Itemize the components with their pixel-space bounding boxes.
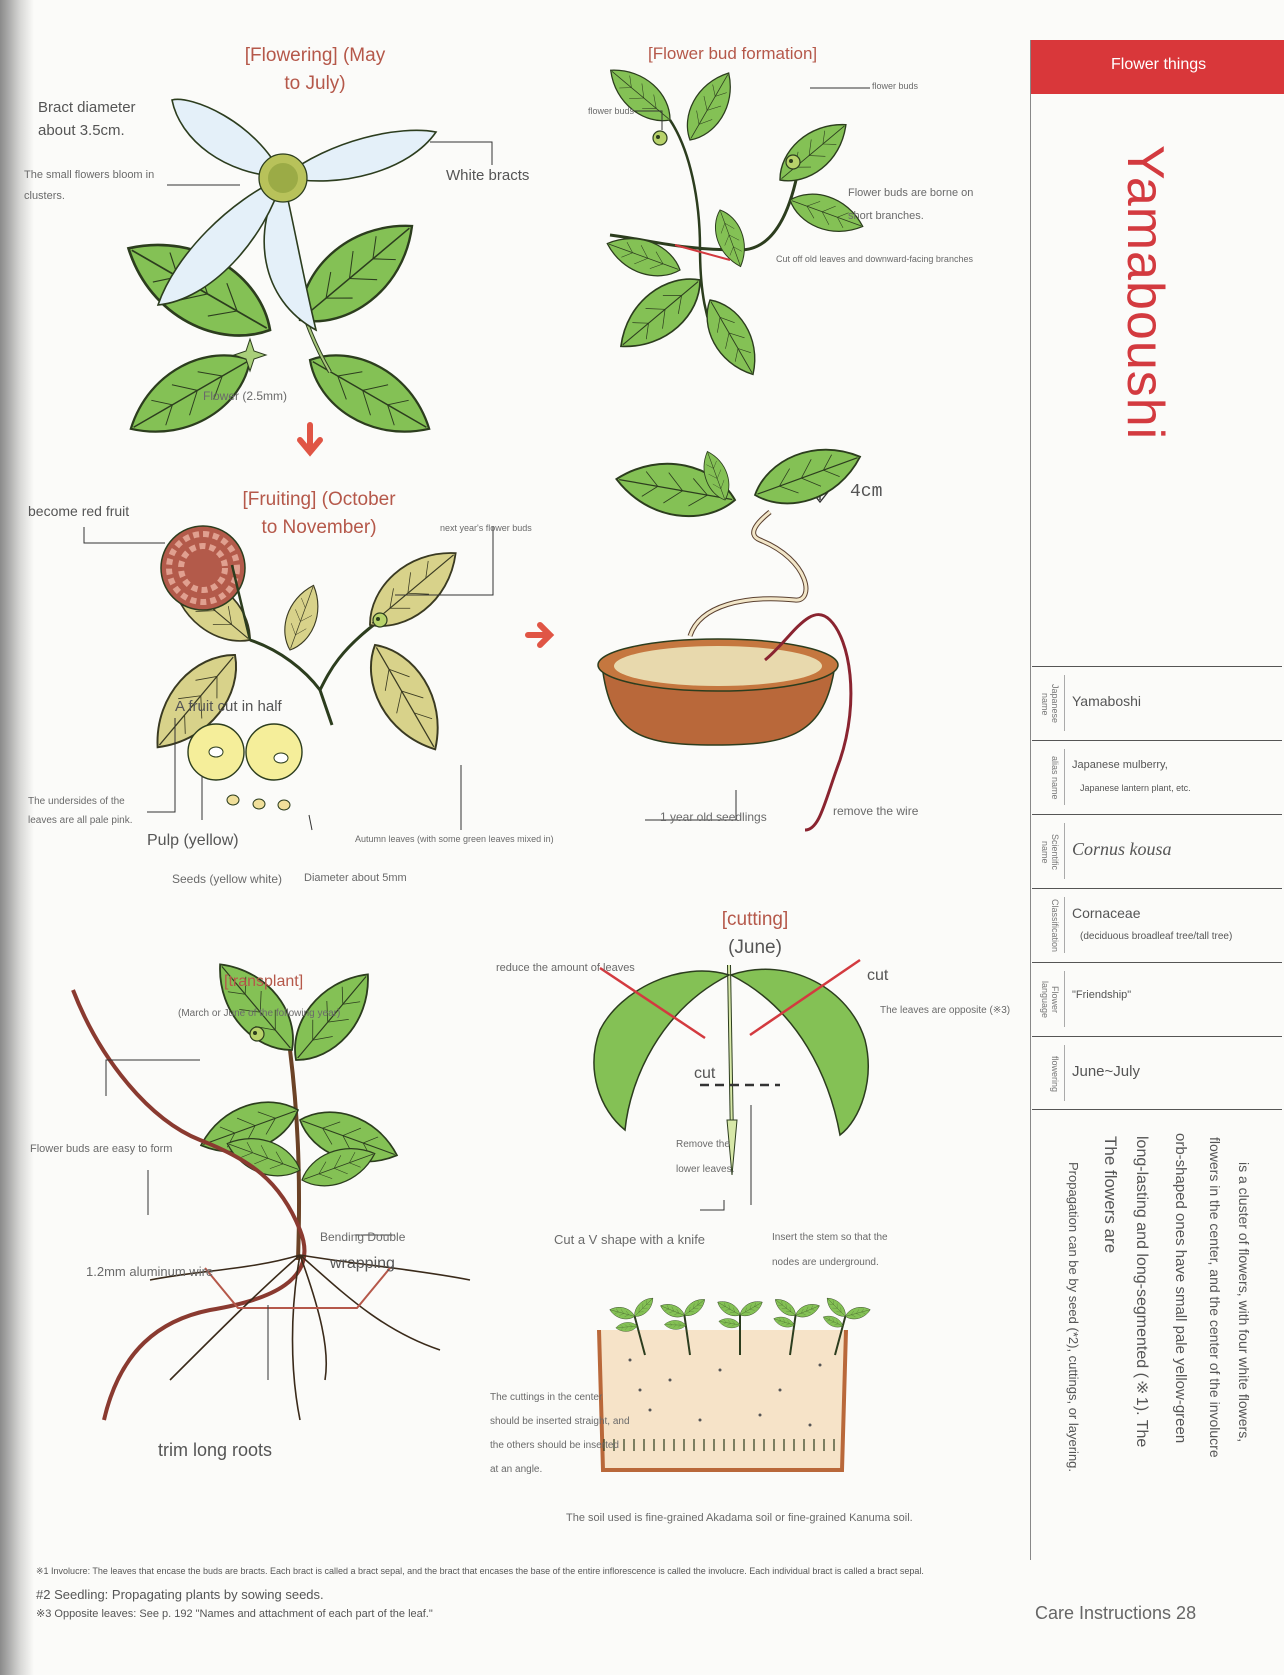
transplant-title: [transplant]: [224, 973, 304, 990]
seedling-pot-illustration: [598, 435, 868, 830]
description-line-4: long-lasting and long-segmented (※1). The: [1133, 1136, 1150, 1448]
buds-easy-label: Flower buds are easy to form: [30, 1143, 173, 1155]
reduce-leaves-label: reduce the amount of leaves: [496, 962, 635, 974]
row-label: Scientific name: [1040, 833, 1060, 870]
fruiting-illustration: [84, 526, 550, 830]
footnote-2: #2 Seedling: Propagating plants by sowing seeds.: [36, 1587, 324, 1602]
trim-roots-label: trim long roots: [158, 1440, 273, 1460]
red-fruit-label: become red fruit: [28, 503, 130, 519]
row-value: June~July: [1072, 1063, 1140, 1080]
info-row-flower-language: [1032, 962, 1282, 1035]
flowering-title: [Flowering] (May to July): [244, 45, 386, 94]
depth-label: 4cm: [850, 482, 883, 502]
description-line-2: flowers in the center, and the center of the involucre: [1207, 1137, 1223, 1458]
bending-label: Bending Double: [320, 1230, 406, 1244]
info-row-japanese-name: [1032, 666, 1282, 739]
leaves-opposite-label: The leaves are opposite (※3): [880, 1005, 1011, 1016]
info-row-classification: [1032, 888, 1282, 961]
remove-lower-leaves-label: Remove the lower leaves.: [676, 1139, 735, 1175]
v-shape-label: Cut a V shape with a knife: [554, 1232, 706, 1247]
row-value: Cornaceae: [1072, 905, 1141, 921]
aluminum-wire-label: 1.2mm aluminum wire: [86, 1264, 214, 1279]
next-year-buds-label: next year's flower buds: [440, 523, 532, 533]
row-label: Japanese name: [1040, 684, 1060, 724]
wrapping-label: wrapping: [330, 1255, 395, 1272]
description-line-6: Propagation can be by seed (*2), cuttings, or layering.: [1066, 1162, 1081, 1473]
row-label: alias name: [1050, 756, 1060, 800]
cuttings-center-label: The cuttings in the center should be inserted straight, and the others should be inserted at an angle.: [490, 1392, 630, 1475]
description-line-1: is a cluster of flowers, with four white flowers,: [1236, 1162, 1252, 1443]
row-value: Yamaboshi: [1072, 693, 1142, 709]
diameter-label: Diameter about 5mm: [304, 872, 407, 884]
flower-buds-label-1: flower buds: [588, 106, 635, 116]
footnote-1: ※1 Involucre: The leaves that encase the buds are bracts. Each bract is called a bract sepal, and the bract that encases the base of the entire inflorescence is called the involucre. Each individual bract is called a bract sepal.: [36, 1566, 924, 1576]
info-row-scientific-name: [1032, 814, 1282, 887]
row-label: flowering: [1050, 1055, 1060, 1093]
row-value: "Friendship": [1072, 989, 1132, 1001]
info-row-flowering: [1032, 1036, 1282, 1110]
row-value-2: Japanese lantern plant, etc.: [1080, 783, 1191, 793]
fruiting-title: [Fruiting] (October to November): [242, 489, 396, 538]
info-row-alias-name: [1032, 740, 1282, 813]
autumn-leaves-label: Autumn leaves (with some green leaves mixed in): [355, 834, 554, 844]
remove-wire-label: remove the wire: [833, 804, 919, 818]
row-value: Cornus kousa: [1072, 839, 1172, 859]
footnote-3: ※3 Opposite leaves: See p. 192 "Names and attachment of each part of the leaf.": [36, 1608, 433, 1620]
flowering-illustration: [111, 99, 492, 453]
flower-buds-label-2: flower buds: [872, 81, 919, 91]
cut-old-leaves-label: Cut off old leaves and downward-facing branches: [776, 254, 973, 264]
row-value: Japanese mulberry,: [1072, 759, 1168, 771]
category-label: Flower things: [1111, 56, 1207, 73]
plant-name-title: Yamaboushi: [1116, 145, 1174, 441]
buds-borne-label: Flower buds are borne on short branches.: [848, 187, 974, 223]
small-flowers-label: The small flowers bloom in clusters.: [24, 169, 155, 202]
description-line-5: The flowers are: [1101, 1136, 1120, 1254]
fruit-cut-half-label: A fruit cut in half: [175, 698, 282, 715]
insert-stem-label: Insert the stem so that the nodes are underground.: [772, 1232, 888, 1268]
transplant-subtitle: (March or June of the following year): [178, 1008, 341, 1019]
soil-label: The soil used is fine-grained Akadama soil or fine-grained Kanuma soil.: [566, 1512, 913, 1524]
bud-formation-illustration: [600, 58, 870, 384]
category-header: [1031, 40, 1284, 94]
cut-label-left: cut: [694, 1065, 716, 1082]
bud-formation-title: [Flower bud formation]: [648, 44, 818, 63]
cutting-illustration: [594, 960, 874, 1470]
row-value-2: (deciduous broadleaf tree/tall tree): [1080, 931, 1233, 942]
seeds-label: Seeds (yellow white): [172, 872, 283, 886]
undersides-label: The undersides of the leaves are all pale pink.: [28, 796, 133, 826]
cut-label-right: cut: [867, 967, 889, 984]
page-footer: Care Instructions 28: [1035, 1603, 1197, 1623]
pulp-label: Pulp (yellow): [147, 832, 239, 849]
description-line-3: orb-shaped ones have small pale yellow-green: [1172, 1133, 1189, 1444]
row-label: Flower language: [1040, 981, 1060, 1019]
bract-diameter-label: Bract diameter about 3.5cm.: [38, 99, 136, 140]
cutting-title: [cutting] (June): [721, 909, 789, 958]
flower-size-label: Flower (2.5mm): [203, 389, 288, 403]
white-bracts-label: White bracts: [446, 167, 530, 184]
year-old-seedlings-label: 1 year old seedlings: [660, 810, 767, 824]
row-label: Classification: [1050, 899, 1060, 953]
